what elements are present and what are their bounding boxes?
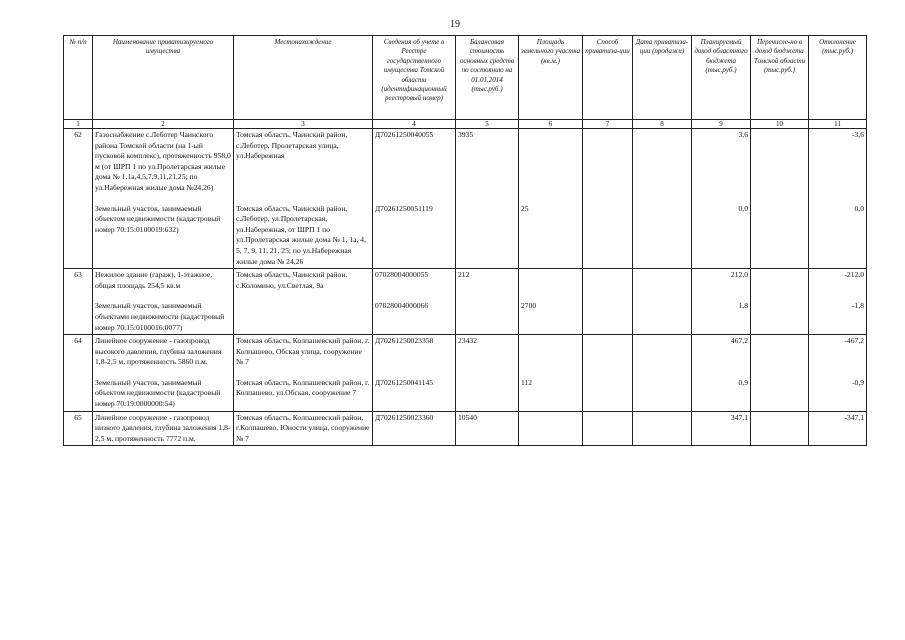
deviation-value: 0,0	[854, 203, 864, 213]
entry-gap	[694, 368, 748, 378]
deviation-value: -347,1	[844, 412, 864, 422]
transferred-amount	[753, 204, 806, 268]
registry-number-cell	[373, 335, 456, 412]
property-location	[236, 301, 370, 333]
property-location-cell	[234, 411, 373, 446]
deviation-value: -0,9	[851, 377, 864, 387]
property-location-cell	[234, 129, 373, 269]
planned-income-cell	[692, 411, 751, 446]
privatization-date	[635, 130, 689, 194]
transferred-amount-cell	[751, 129, 809, 269]
transferred-amount	[753, 301, 806, 333]
column-number: 6	[519, 120, 583, 129]
header-balance: Балансовая стоимость основных средств по состоянию на 01.01.2014 (тыс.руб.)	[456, 36, 519, 120]
page-number: 19	[450, 19, 460, 30]
property-name: Земельный участок, занимаемый объектами недвижимости (кадастровый номер 70:15:0100016:0077)	[95, 301, 225, 332]
transferred-amount-cell	[751, 411, 809, 446]
header-name: Наименование приватизируемого имущества	[93, 36, 234, 120]
column-number: 11	[809, 120, 867, 129]
property-name-cell	[93, 269, 234, 335]
entry-gap	[753, 291, 806, 301]
transferred-amount	[753, 336, 806, 368]
land-area-cell	[519, 411, 583, 446]
entry-gap	[95, 368, 231, 378]
balance-value: 23432	[458, 336, 477, 346]
column-number: 10	[751, 120, 809, 129]
table-row	[64, 129, 867, 269]
planned-income: 347,1	[730, 412, 748, 422]
entry-gap	[375, 291, 453, 301]
registry-number: 07028004000055	[375, 270, 429, 280]
planned-income: 3,6	[738, 130, 748, 139]
privatization-method-cell	[583, 411, 633, 446]
entry-gap	[811, 291, 864, 301]
entry-gap	[635, 368, 689, 378]
balance-value-cell	[456, 335, 519, 412]
property-name: Газоснабжение с.Леботер Чаинского района Томской области (на 1-ый пусковой комплекс), протяженность 958,0 м (от ШРП 1 по ул.Пролетарская жилые дома № 1,1а,4,5,7,9,11,21,25; по ул.Набережная жилые дома №24,26)	[95, 130, 231, 192]
deviation-value-cell	[809, 269, 867, 335]
entry-gap	[521, 291, 580, 301]
planned-income: 467,2	[730, 336, 748, 346]
property-location: Томская область, Чаинский район, с.Коломино, ул.Светлая, 9а	[236, 270, 348, 290]
privatization-method-cell	[583, 129, 633, 269]
privatization-date-cell	[633, 129, 692, 269]
land-area	[521, 270, 580, 291]
property-location-cell	[234, 335, 373, 412]
header-registry: Сведения об учете в Реестре государственного имущества Томской области (идентификационный реестровый номер)	[373, 36, 456, 120]
registry-number: Д70261250040055	[375, 130, 434, 139]
header-method: Способ приватиза-ции	[583, 36, 633, 120]
planned-income: 0,0	[738, 203, 748, 213]
property-location: Томская область, Колпашевский район, г. Колпашево, Обская улица, сооружение № 7	[236, 336, 370, 367]
header-location: Местонахождение	[234, 36, 373, 120]
header-transferred: Перечисле-но в доход бюджета Томской области (тыс.руб.)	[751, 36, 809, 120]
privatization-method	[585, 413, 630, 445]
header-date: Дата приватиза-ции (продажи)	[633, 36, 692, 120]
column-number: 2	[93, 120, 234, 129]
registry-number-cell	[373, 411, 456, 446]
deviation-value-cell	[809, 335, 867, 412]
row-number: 64	[64, 335, 93, 412]
entry-gap	[585, 368, 630, 378]
transferred-amount	[753, 270, 806, 291]
table-row	[64, 269, 867, 335]
privatization-date	[635, 301, 689, 333]
transferred-amount	[753, 130, 806, 194]
planned-income: 212,0	[730, 270, 748, 280]
balance-value: 212	[458, 270, 470, 280]
balance-value-cell	[456, 411, 519, 446]
privatization-method-cell	[583, 269, 633, 335]
deviation-value-cell	[809, 129, 867, 269]
entry-gap	[694, 194, 748, 204]
privatization-date	[635, 270, 689, 291]
deviation-value-cell	[809, 411, 867, 446]
property-name: Земельный участок, занимаемый объектом недвижимости (кадастровый номер 70:19:0000000:54)	[95, 377, 221, 409]
planned-income: 1,8	[738, 301, 748, 311]
property-location: Томская область, Чаинский район, с.Леботер, Пролетарская улица, ул.Набережная	[236, 130, 348, 161]
deviation-value: -3,6	[851, 130, 864, 139]
registry-number: Д70261250023358	[375, 336, 434, 346]
transferred-amount-cell	[751, 269, 809, 335]
column-number-row	[64, 120, 867, 129]
entry-gap	[585, 194, 630, 204]
registry-number-cell	[373, 269, 456, 335]
entry-gap	[811, 194, 864, 204]
column-number: 9	[692, 120, 751, 129]
land-area: 112	[521, 377, 533, 387]
registry-number: Д70261250023360	[375, 412, 434, 422]
privatization-method	[585, 270, 630, 291]
entry-gap	[458, 194, 516, 204]
deviation-value: -1,8	[851, 301, 864, 311]
balance-value: 10540	[458, 412, 477, 422]
property-name: Нежилое здание (гараж), 1-этажное, общая площадь 254,5 кв.м	[95, 270, 213, 290]
column-number: 1	[64, 120, 93, 129]
property-location: Томская область, Колпашевский район, г. Колпашево, ул.Обская, сооружение 7	[236, 377, 370, 398]
column-number: 7	[583, 120, 633, 129]
header-area: Площадь земельного участка (кв.м.)	[519, 36, 583, 120]
entry-gap	[375, 194, 453, 204]
property-name-cell	[93, 129, 234, 269]
balance-value-cell	[456, 129, 519, 269]
entry-gap	[811, 368, 864, 378]
privatization-method	[585, 204, 630, 268]
land-area-cell	[519, 129, 583, 269]
property-name-cell	[93, 335, 234, 412]
header-planned: Планируемый доход областного бюджета (тыс.руб.)	[692, 36, 751, 120]
entry-gap	[753, 194, 806, 204]
land-area-cell	[519, 335, 583, 412]
privatization-date-cell	[633, 269, 692, 335]
land-area-cell	[519, 269, 583, 335]
privatization-date	[635, 336, 689, 368]
row-number: 65	[64, 411, 93, 446]
entry-gap	[458, 291, 516, 301]
entry-gap	[521, 194, 580, 204]
header-row	[64, 36, 867, 120]
balance-value-cell	[456, 269, 519, 335]
land-area	[521, 336, 580, 368]
property-location-cell	[234, 269, 373, 335]
header-deviation: Отклонение (тыс.руб.)	[809, 36, 867, 120]
privatization-method	[585, 378, 630, 410]
property-name: Земельный участок, занимаемый объектом недвижимости (кадастровый номер 70:15:0100019:632)	[95, 203, 221, 234]
balance-value: 3935	[458, 130, 474, 139]
registry-number: Д70261250051119	[375, 203, 433, 213]
table-row	[64, 411, 867, 446]
land-area	[521, 130, 580, 194]
privatization-method	[585, 336, 630, 368]
transferred-amount-cell	[751, 335, 809, 412]
column-number: 5	[456, 120, 519, 129]
entry-gap	[458, 368, 516, 378]
balance-value	[458, 378, 516, 410]
registry-number-cell	[373, 129, 456, 269]
entry-gap	[95, 291, 231, 301]
planned-income-cell	[692, 269, 751, 335]
property-location: Томская область, Колпашевский район, г.Колпашево, Юности улица, сооружение № 7	[236, 412, 370, 443]
transferred-amount	[753, 413, 806, 445]
land-area: 25	[521, 203, 529, 213]
planned-income-cell	[692, 129, 751, 269]
privatization-method	[585, 130, 630, 194]
entry-gap	[694, 291, 748, 301]
privatization-date-cell	[633, 411, 692, 446]
deviation-value: -467,2	[844, 336, 864, 346]
privatization-date-cell	[633, 335, 692, 412]
balance-value	[458, 301, 516, 333]
deviation-value: -212,0	[844, 270, 864, 280]
privatization-date	[635, 204, 689, 268]
property-location: Томская область, Чаинский район, с.Леботер, ул.Пролетарская, ул.Набережная, от ШРП 1 по ул.Пролетарская жилые дома № 1, 1а, 4, 5, 7, 9, 11, 21, 25; по ул.Набережная жилые дома № 24,26	[236, 203, 366, 266]
privatization-table	[63, 35, 867, 446]
entry-gap	[236, 291, 370, 301]
column-number: 3	[234, 120, 373, 129]
privatization-date	[635, 378, 689, 410]
planned-income: 0,9	[738, 377, 748, 387]
privatization-date	[635, 413, 689, 445]
privatization-method	[585, 301, 630, 333]
property-name: Линейное сооружение - газопровод высокого давления, глубина заложения 1,8-2,5 м, протяженность 5860 п.м.	[95, 336, 222, 367]
privatization-method-cell	[583, 335, 633, 412]
property-name: Линейное сооружение - газопровод низкого давления, глубина заложения 1,8-2,5 м, протяженность 7772 п.м.	[95, 412, 231, 443]
balance-value	[458, 204, 516, 268]
entry-gap	[585, 291, 630, 301]
entry-gap	[236, 194, 370, 204]
column-number: 8	[633, 120, 692, 129]
table-row	[64, 335, 867, 412]
entry-gap	[635, 291, 689, 301]
transferred-amount	[753, 378, 806, 410]
entry-gap	[521, 368, 580, 378]
land-area	[521, 413, 580, 445]
row-number: 62	[64, 129, 93, 269]
entry-gap	[236, 368, 370, 378]
land-area: 2700	[521, 301, 537, 311]
planned-income-cell	[692, 335, 751, 412]
registry-number: 07028004000066	[375, 301, 429, 311]
entry-gap	[635, 194, 689, 204]
row-number: 63	[64, 269, 93, 335]
entry-gap	[753, 368, 806, 378]
entry-gap	[375, 368, 453, 378]
header-num: № п/п	[64, 36, 93, 120]
column-number: 4	[373, 120, 456, 129]
registry-number: Д70261250041145	[375, 377, 434, 387]
entry-gap	[95, 194, 231, 204]
property-name-cell	[93, 411, 234, 446]
